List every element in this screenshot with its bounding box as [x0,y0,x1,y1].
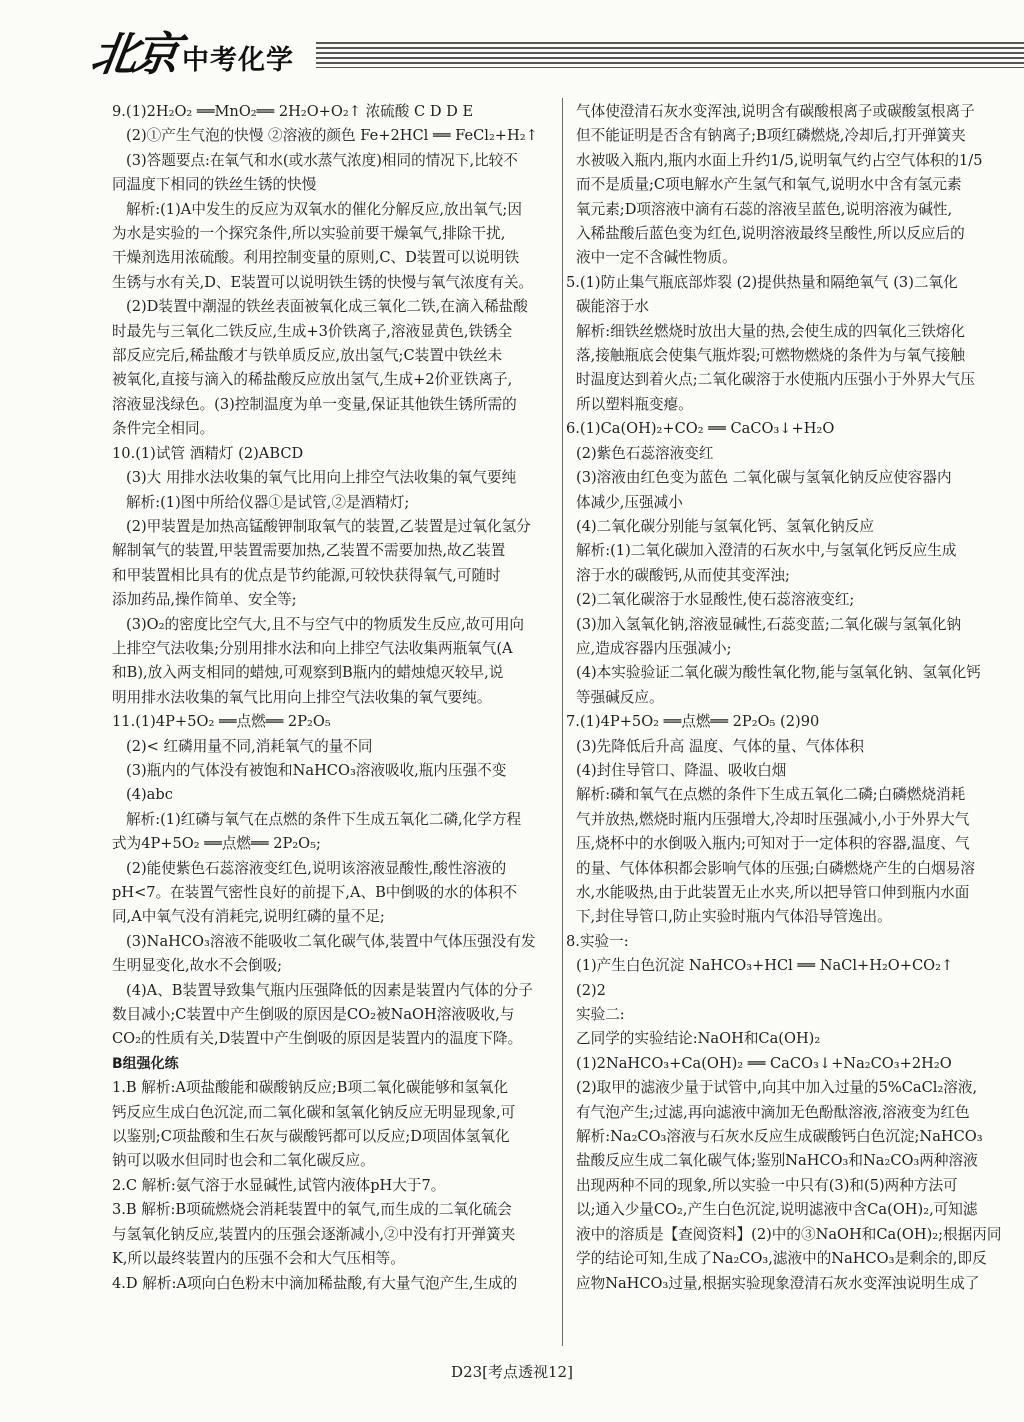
text-line: 而不是质量;C项电解水产生氢气和氧气,说明水中含有氢元素 [576,176,962,194]
text-line: (4)abc [126,786,173,804]
text-line: 体减少,压强减小 [576,493,683,511]
text-line: 出现两种不同的现象,所以实验一中只有(3)和(5)两种方法可 [576,1176,958,1194]
text-line: 等强碱反应。 [576,688,664,706]
text-line: (3)NaHCO₃溶液不能吸收二氧化碳气体,装置中气体压强没有发 [126,932,536,950]
text-line: 数目减小;C装置中产生倒吸的原因是CO₂被NaOH溶液吸收,与 [112,1006,515,1024]
text-line: 气体使澄清石灰水变浑浊,说明含有碳酸根离子或碳酸氢根离子 [576,103,975,120]
text-line: 以鉴别;C项盐酸和生石灰与碳酸钙都可以反应;D项固体氢氧化 [112,1128,510,1146]
text-line: 解制氧气的装置,甲装置需要加热,乙装置不需要加热,故乙装置 [112,542,506,560]
text-line: (1)产生白色沉淀 NaHCO₃+HCl ══ NaCl+H₂O+CO₂↑ [576,957,954,975]
text-line: (3)答题要点:在氧气和水(或水蒸气浓度)相同的情况下,比较不 [126,151,518,169]
text-line: 时最先与三氧化二铁反应,生成+3价铁离子,溶液显黄色,铁锈全 [112,322,513,340]
text-line: (3)O₂的密度比空气大,且不与空气中的物质发生反应,故可用向 [126,615,525,633]
text-line: 有气泡产生;过滤,再向滤液中滴加无色酚酞溶液,溶液变为红色 [576,1103,970,1121]
text-line: 条件完全相同。 [112,420,215,438]
text-line: (2)2 [576,981,606,999]
text-line: 液中的溶质是【查阅资料】(2)中的③NaOH和Ca(OH)₂;根据丙同 [576,1225,1002,1243]
text-line: K,所以最终装置内的压强不会和大气压相等。 [112,1250,405,1268]
text-line: 乙同学的实验结论:NaOH和Ca(OH)₂ [576,1030,821,1048]
left-column [112,100,560,1296]
text-line: 水,水能吸热,由于此装置无止水夹,所以把导管口伸到瓶内水面 [576,884,970,901]
text-line: (4)本实验验证二氧化碳为酸性氧化物,能与氢氧化钠、氢氧化钙 [576,664,981,682]
text-line: (2)甲装置是加热高锰酸钾制取氧气的装置,乙装置是过氧化氢分 [126,517,531,535]
text-line: 同温度下相同的铁丝生锈的快慢 [112,176,317,194]
text-line: 学的结论可知,生成了Na₂CO₃,滤液中的NaHCO₃是剩余的,即反 [576,1250,987,1268]
text-line: 干燥剂选用浓硫酸。利用控制变量的原则,C、D装置可以说明铁 [112,249,519,267]
text-line: pH<7。在装置气密性良好的前提下,A、B中倒吸的水的体积不 [112,884,518,901]
text-line: 解析:(1)红磷与氧气在点燃的条件下生成五氧化二磷,化学方程 [126,810,522,828]
text-line: 10.(1)试管 酒精灯 (2)ABCD [112,444,304,462]
text-line: (2)紫色石蕊溶液变红 [576,444,714,462]
text-line: 为水是实验的一个探究条件,所以实验前要干燥氧气,排除干扰, [112,225,506,243]
text-line: 盐酸反应生成二氧化碳气体;鉴别NaHCO₃和Na₂CO₃两种溶液 [576,1152,978,1170]
text-line: (2)取甲的滤液少量于试管中,向其中加入过量的5%CaCl₂溶液, [576,1079,978,1097]
text-line: 液中一定不含碱性物质。 [576,249,737,267]
text-line: 同,A中氧气没有消耗完,说明红磷的量不足; [112,908,385,926]
text-line: (3)溶液由红色变为蓝色 二氧化碳与氢氧化钠反应使容器内 [576,469,952,487]
text-line: 部反应完后,稀盐酸才与铁单质反应,放出氢气;C装置中铁丝未 [112,347,503,365]
text-line: 和B),放入两支相同的蜡烛,可观察到B瓶内的蜡烛熄灭较早,说 [112,664,504,682]
text-line: 溶液显浅绿色。(3)控制温度为单一变量,保证其他铁生锈所需的 [112,395,517,413]
text-line: 以;通入少量CO₂,产生白色沉淀,说明滤液中含Ca(OH)₂,可知滤 [576,1201,978,1219]
text-line: 被氧化,直接与滴入的稀盐酸反应放出氢气,生成+2价亚铁离子, [112,371,513,389]
section-heading: B组强化练 [112,1055,179,1072]
text-line: 添加药品,操作简单、安全等; [112,591,297,609]
text-line: 8.实验一: [566,932,629,950]
text-line: 解析:细铁丝燃烧时放出大量的热,会使生成的四氧化三铁熔化 [576,322,965,340]
text-line: 水被吸入瓶内,瓶内水面上升约1/5,说明氧气约占空气体积的1/5 [576,151,983,169]
right-column [566,100,1024,1296]
text-line: (3)先降低后升高 温度、气体的量、气体体积 [576,737,865,755]
text-line: (2)< 红磷用量不同,消耗氧气的量不同 [126,737,373,755]
text-line: 气并放热,燃烧时瓶内压强增大,冷却时压强减小,小于外界大气 [576,810,970,828]
text-line: 的量、气体体积都会影响气体的压强;白磷燃烧产生的白烟易溶 [576,859,975,877]
text-line: 11.(1)4P+5O₂ ══点燃══ 2P₂O₅ [112,713,331,731]
text-line: 压,烧杯中的水倒吸入瓶内;可知对于一定体积的容器,温度、气 [576,835,970,853]
text-line: 9.(1)2H₂O₂ ══MnO₂══ 2H₂O+O₂↑ 浓硫酸 C D D E [112,103,474,120]
page-footer [0,1361,1024,1382]
text-line: 钙反应生成白色沉淀,而二氧化碳和氢氧化钠反应无明显现象,可 [112,1103,516,1121]
text-line: 钠可以吸水但同时也会和二氧化碳反应。 [112,1152,375,1170]
text-line: (2)D装置中潮湿的铁丝表面被氧化成三氧化二铁,在滴入稀盐酸 [126,298,528,316]
header-title: 中考化学 [182,45,294,76]
text-line: 6.(1)Ca(OH)₂+CO₂ ══ CaCO₃↓+H₂O [566,420,835,438]
text-line: 解析:(1)二氧化碳加入澄清的石灰水中,与氢氧化钙反应生成 [576,542,957,560]
text-line: 解析:Na₂CO₃溶液与石灰水反应生成碳酸钙白色沉淀;NaHCO₃ [576,1128,983,1146]
text-line: 氧元素;D项溶液中滴有石蕊的溶液呈蓝色,说明溶液为碱性, [576,200,953,218]
text-line: 应物NaHCO₃过量,根据实验现象澄清石灰水变浑浊说明生成了 [576,1274,980,1292]
text-line: 4.D 解析:A项向白色粉末中滴加稀盐酸,有大量气泡产生,生成的 [112,1274,518,1292]
text-line: (4)二氧化碳分别能与氢氧化钙、氢氧化钠反应 [576,517,874,535]
text-line: 上排空气法收集;分别用排水法和向上排空气法收集两瓶氧气(A [112,639,513,657]
text-line: 5.(1)防止集气瓶底部炸裂 (2)提供热量和隔绝氧气 (3)二氧化 [566,273,958,291]
text-line: (2)①产生气泡的快慢 ②溶液的颜色 Fe+2HCl ══ FeCl₂+H₂↑ [126,127,538,145]
text-line: 应,造成容器内压强减小; [576,639,732,657]
text-line: 碳能溶于水 [576,298,649,316]
text-line: 3.B 解析:B项硫燃烧会消耗装置中的氧气,而生成的二氧化硫会 [112,1201,512,1219]
text-line: 1.B 解析:A项盐酸能和碳酸钠反应;B项二氧化碳能够和氢氧化 [112,1079,509,1097]
column-divider [562,98,563,1346]
text-line: 但不能证明是否含有钠离子;B项红磷燃烧,冷却后,打开弹簧夹 [576,127,966,145]
text-line: (1)2NaHCO₃+Ca(OH)₂ ══ CaCO₃↓+Na₂CO₃+2H₂O [576,1054,952,1072]
text-line: 下,封住导管口,防止实验时瓶内气体沿导管逸出。 [576,908,892,926]
text-line: 明用排水法收集的氧气比用向上排空气法收集的氧气要纯。 [112,688,492,706]
text-line: 生锈与水有关,D、E装置可以说明铁生锈的快慢与氧气浓度有关。 [112,273,534,291]
beijing-logo: 北京 [87,27,180,81]
text-line: (3)加入氢氧化钠,溶液显碱性,石蕊变蓝;二氧化碳与氢氧化钠 [576,615,962,633]
text-line: 解析:(1)图中所给仪器①是试管,②是酒精灯; [126,493,410,511]
text-line: 落,接触瓶底会使集气瓶炸裂;可燃物燃烧的条件为与氧气接触 [576,347,965,365]
text-line: 式为4P+5O₂ ══点燃══ 2P₂O₅; [112,835,321,853]
text-line: 溶于水的碳酸钙,从而使其变浑浊; [576,566,790,584]
text-line: 解析:磷和氧气在点燃的条件下生成五氧化二磷;白磷燃烧消耗 [576,786,966,804]
text-line: (2)能使紫色石蕊溶液变红色,说明该溶液显酸性,酸性溶液的 [126,859,507,877]
text-line: 和甲装置相比具有的优点是节约能源,可较快获得氧气,可随时 [112,566,501,584]
text-line: CO₂的性质有关,D装置中产生倒吸的原因是装置内的温度下降。 [112,1030,523,1048]
text-line: 入稀盐酸后蓝色变为红色,说明溶液最终呈酸性,所以反应后的 [576,225,965,243]
text-line: (4)A、B装置导致集气瓶内压强降低的因素是装置内气体的分子 [126,981,533,999]
text-line: 所以塑料瓶变瘪。 [576,395,693,413]
page-header [0,0,1024,92]
text-line: 时温度达到着火点;二氧化碳溶于水使瓶内压强小于外界大气压 [576,371,975,389]
text-line: 7.(1)4P+5O₂ ══点燃══ 2P₂O₅ (2)90 [566,713,820,731]
text-line: (4)封住导管口、降温、吸收白烟 [576,761,787,779]
text-line: 实验二: [576,1006,625,1024]
text-line: 与氢氧化钠反应,装置内的压强会逐渐减小,②中没有打开弹簧夹 [112,1225,516,1243]
text-line: (3)大 用排水法收集的氧气比用向上排空气法收集的氧气要纯 [126,469,517,487]
text-line: (3)瓶内的气体没有被饱和NaHCO₃溶液吸收,瓶内压强不变 [126,761,507,779]
page-number-label: D23[考点透视12] [451,1363,573,1381]
text-line: 2.C 解析:氨气溶于水显碱性,试管内液体pH大于7。 [112,1176,446,1194]
text-line: 解析:(1)A中发生的反应为双氧水的催化分解反应,放出氧气;因 [126,200,522,218]
text-line: (2)二氧化碳溶于水显酸性,使石蕊溶液变红; [576,591,855,609]
text-line: 生明显变化,故水不会倒吸; [112,957,283,975]
header-rule-lines [316,42,1024,68]
